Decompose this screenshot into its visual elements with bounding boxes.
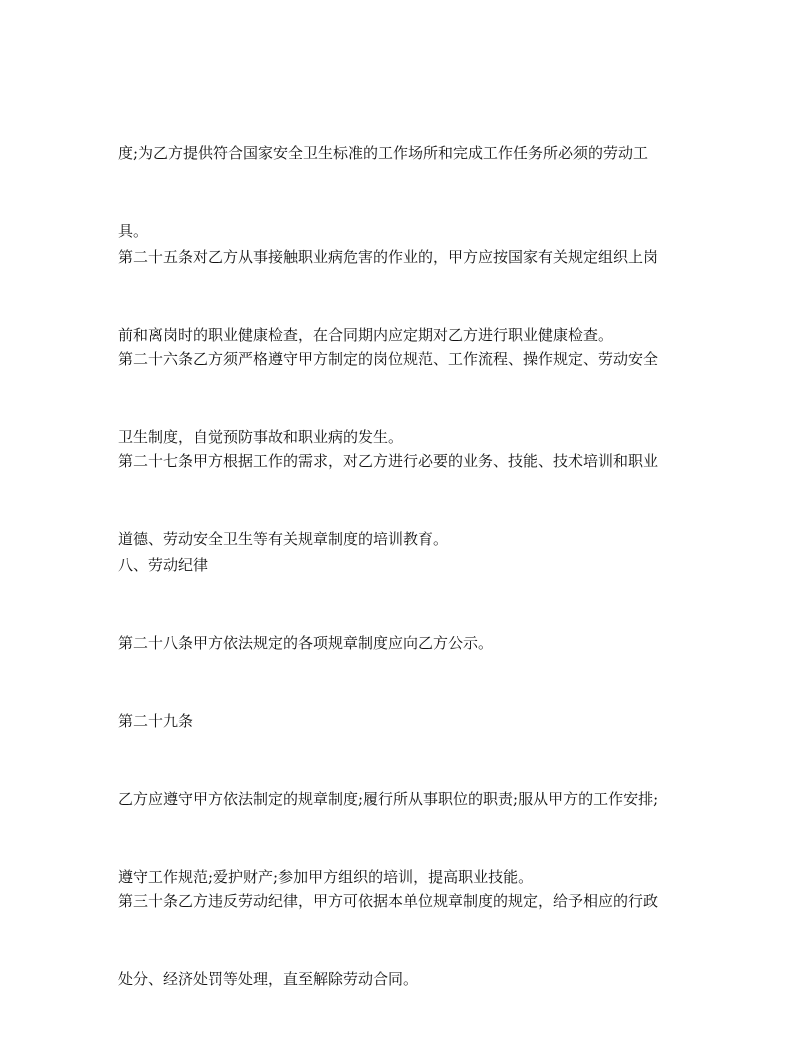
text-line: 处分、经济处罚等处理，直至解除劳动合同。 bbox=[118, 970, 419, 988]
text-line: 第二十五条对乙方从事接触职业病危害的作业的，甲方应按国家有关规定组织上岗 bbox=[118, 248, 659, 266]
text-line: 前和离岗时的职业健康检查，在合同期内应定期对乙方进行职业健康检查。 bbox=[118, 326, 614, 344]
text-line: 第二十七条甲方根据工作的需求，对乙方进行必要的业务、技能、技术培训和职业 bbox=[118, 452, 659, 470]
section-heading: 八、劳动纪律 bbox=[118, 556, 209, 574]
paragraph-article-30 bbox=[118, 836, 686, 1044]
text-line: 卫生制度，自觉预防事故和职业病的发生。 bbox=[118, 428, 404, 446]
text-line: 第三十条乙方违反劳动纪律，甲方可依据本单位规章制度的规定，给予相应的行政 bbox=[118, 892, 659, 910]
text-line: 度;为乙方提供符合国家安全卫生标准的工作场所和完成工作任务所必须的劳动工 bbox=[118, 144, 649, 162]
text-line: 第二十八条甲方依法规定的各项规章制度应向乙方公示。 bbox=[118, 634, 494, 652]
text-line: 遵守工作规范;爱护财产;参加甲方组织的培训，提高职业技能。 bbox=[118, 868, 534, 886]
text-line: 具。 bbox=[118, 222, 149, 240]
text-line: 第二十九条 bbox=[118, 712, 194, 730]
text-line: 道德、劳动安全卫生等有关规章制度的培训教育。 bbox=[118, 530, 449, 548]
text-line: 第二十六条乙方须严格遵守甲方制定的岗位规范、工作流程、操作规定、劳动安全 bbox=[118, 350, 659, 368]
text-line: 乙方应遵守甲方依法制定的规章制度;履行所从事职位的职责;服从甲方的工作安排; bbox=[118, 790, 659, 808]
